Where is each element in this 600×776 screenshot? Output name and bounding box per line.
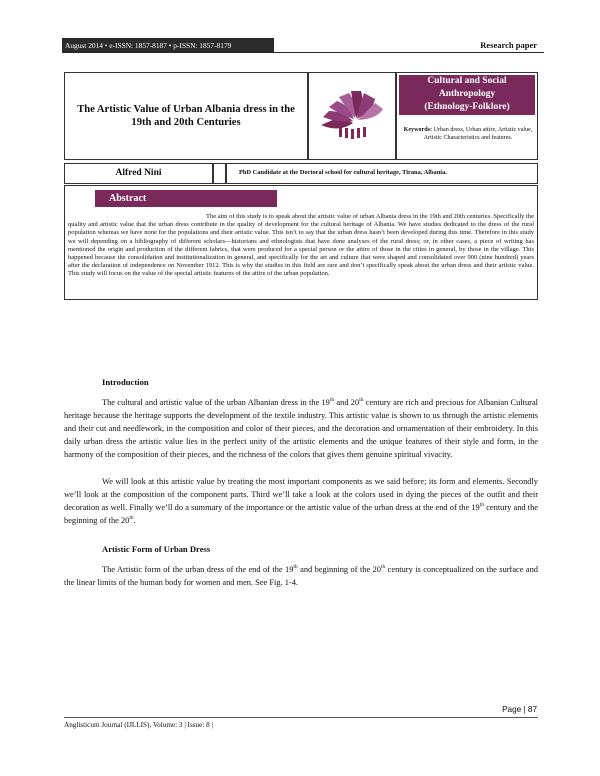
intro-p2-a: We will look at this artistic value by treating the most important components as we said before; its form and elements. Secondly we’ll look at the composition of the component parts. Third we’ll take a look at the colors used in dying the pieces of the outfit and their decoration as well. Finally we’ll do a summary of the importance or the artistic value of the urban dress at the end of the 19 [64,477,538,512]
journal-info: Anglisticum Journal (IJLLIS), Volume: 3 | Issue: 8 | [64,721,213,729]
paper-type: Research paper [480,40,537,50]
abstract-body [68,213,534,279]
form-p-sup2: th [380,564,386,571]
intro-paragraph-2 [64,475,538,527]
form-p-a: The Artistic form of the urban dress of the end of the 19 [102,565,294,574]
spacer-cell [213,163,226,184]
form-p-b: and beginning of the 20 [297,565,381,574]
intro-p1-b: and 20 [334,398,360,407]
intro-p2-b: century and the beginning of the 20 [64,503,538,525]
category-line-1: Cultural and Social [427,76,507,86]
author-name: Alfred Nini [115,168,162,178]
intro-p2-sup2: th [129,515,134,522]
intro-p1-a: The cultural and artistic value of the urban Albanian dress in the 19 [102,398,330,407]
abstract-heading: Abstract [95,190,277,207]
title-cell [64,72,308,160]
intro-paragraph-1 [64,396,538,461]
logo-cell [308,72,396,160]
form-p-c: century is conceptualized on the surface and the linear limits of the human body for women and men. See Fig. 1-4. [64,565,538,587]
author-cell [64,163,213,184]
keywords-label: Keywords: [403,127,433,133]
category-cell [396,72,538,160]
author-affiliation: PhD Candidate at the Doctoral school for cultural heritage, Tirana, Albania. [239,169,447,176]
form-heading: Artistic Form of Urban Dress [102,544,211,554]
category-band [399,75,535,115]
article-title: The Artistic Value of Urban Albania dress in the 19th and 20th Centuries [77,104,295,128]
abstract-section [64,185,538,300]
fan-logo-icon [309,73,395,159]
category-line-2: Anthropology [438,89,496,99]
form-paragraph [64,563,538,589]
footer-rule [64,717,538,718]
affiliation-cell [226,163,538,184]
intro-p2-c: . [133,516,136,525]
intro-p1-c: century are rich and precious for Albanian Cultural heritage because the heritage supports the development of the textile industry. This artistic value is shown to us through the artistic elements and their cut and needlework, in the composition and color of their pieces, and the decoration and ornamentation of their embroidery. In this daily urban dress the artistic value lies in the perfect unity of the artistic elements and the unique features of their style and form, in the harmony of the composition of their pieces, and the richness of the colors that gives them genuine spiritual vivacity. [64,398,538,459]
intro-heading: Introduction [102,377,149,387]
keywords [403,126,533,142]
intro-p2-sup1: th [479,502,485,509]
abstract-text: The aim of this study is to speak about the artistic value of urban Albania dress in the 19th and 20th centuries. Specifically the quality and artistic value that the urban dress contribute in the quality of development for the cultural heritage of Albania. We have studies dedicated to the dress of the rural population whereas we have none for the populations and their artistic value. This isn’t to say that the urban dress hasn’t been developed during this time. Therefore in this study we will depending on a bibliography of different scholars—historians and ethnologists that have done analyses of the rural dress; or, in other cases, a piece of writing has mentioned the origin and production of the different fabrics, that were produced for a special person or the attire of those in the cities in general, by those in the village. This happened because the consolidation and institutionalization in general, and specifically for the art and culture that were shaped and consolidated over 900 (nine hundred) years after the declaration of independence on November 1912. This is why the studies in this field are rare and don’t specifically speak about the urban dress and their artistic value. This study will focus on the value of the special artistic features of the attire of the urban population. [68,213,534,278]
page-number: Page | 87 [502,705,537,714]
category-line-3: (Ethnology-Folklore) [424,102,510,112]
header-issn: August 2014 • e-ISSN: 1857-8187 • p-ISSN: 1857-8179 [65,41,232,50]
form-p-sup1: th [293,564,298,571]
header-issn-bar [62,38,274,53]
keywords-text: Urban dress, Urban attire, Artistic value, Artistic Characteristics and features. [423,127,533,142]
intro-p1-sup1: th [329,397,335,404]
intro-p1-sup2: th [359,397,364,404]
